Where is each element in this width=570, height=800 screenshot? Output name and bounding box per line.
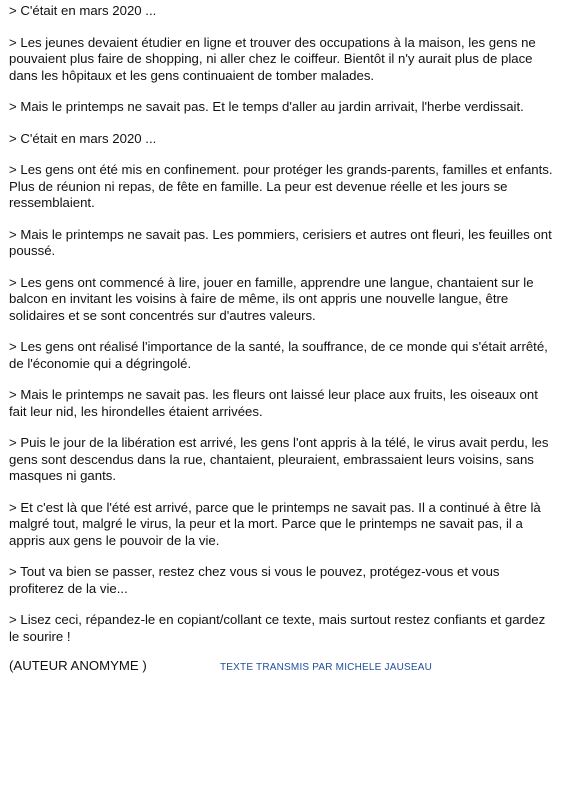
paragraph-10: > Puis le jour de la libération est arrivé, les gens l'ont appris à la télé, le virus avait perdu, les gens sont descendus dans la rue, chantaient, pleuraient, embrassaient leurs voisins, sans masques ni gants. bbox=[9, 435, 549, 483]
credit-note: TEXTE TRANSMIS PAR MICHELE JAUSEAU bbox=[220, 662, 433, 673]
paragraph-13: > Lisez ceci, répandez-le en copiant/collant ce texte, mais surtout restez confiants et gardez le sourire ! bbox=[9, 612, 546, 644]
paragraph-3: > Mais le printemps ne savait pas. Et le temps d'aller au jardin arrivait, l'herbe verdissait. bbox=[9, 99, 524, 114]
paragraph-1: > C'était en mars 2020 ... bbox=[9, 3, 157, 18]
paragraph-2: > Les jeunes devaient étudier en ligne et trouver des occupations à la maison, les gens ne pouvaient plus faire de shopping, ni aller chez le coiffeur. Bientôt il n'y aurait plus de place dans les hôpitaux et les gens continuaient de tomber malades. bbox=[9, 34, 536, 83]
document-body bbox=[9, 3, 557, 678]
document-footer bbox=[9, 658, 557, 678]
paragraph-7: > Les gens ont commencé à lire, jouer en famille, apprendre une langue, chantaient sur le balcon en invitant les voisins à faire de même, ils ont appris une nouvelle langue, être solidaires et se sont concentrés sur d'autres valeurs. bbox=[9, 274, 534, 323]
paragraph-11: > Et c'est là que l'été est arrivé, parce que le printemps ne savait pas. Il a continué à être là malgré tout, malgré le virus, la peur et la mort. Parce que le printemps ne savait pas, il a appris aux gens le pouvoir de la vie. bbox=[9, 499, 541, 548]
paragraph-12: > Tout va bien se passer, restez chez vous si vous le pouvez, protégez-vous et vous profiterez de la vie... bbox=[9, 564, 500, 596]
paragraph-8: > Les gens ont réalisé l'importance de la santé, la souffrance, de ce monde qui s'était arrêté, de l'économie qui a dégringolé. bbox=[9, 339, 548, 371]
author-note: (AUTEUR ANOMYME ) bbox=[9, 658, 147, 673]
paragraph-9: > Mais le printemps ne savait pas. les fleurs ont laissé leur place aux fruits, les oiseaux ont fait leur nid, les hirondelles étaient arrivées. bbox=[9, 387, 538, 419]
paragraph-4: > C'était en mars 2020 ... bbox=[9, 130, 157, 146]
paragraph-6: > Mais le printemps ne savait pas. Les pommiers, cerisiers et autres ont fleuri, les feuilles ont poussé. bbox=[9, 226, 552, 258]
paragraph-5: > Les gens ont été mis en confinement. pour protéger les grands-parents, familles et enfants. Plus de réunion ni repas, de fête en famille. La peur est devenue réelle et les jours se ressemblaient. bbox=[9, 162, 553, 210]
